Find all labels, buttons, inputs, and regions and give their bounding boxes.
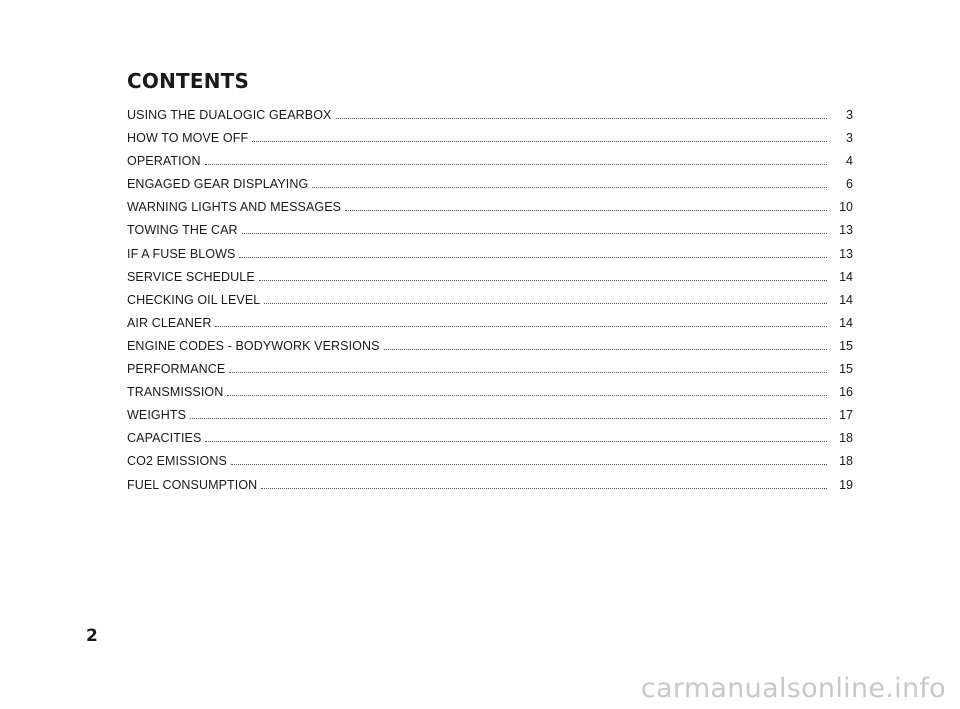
dot-leader xyxy=(261,488,827,489)
toc-entry-title: OPERATION xyxy=(127,154,201,169)
toc-entry-title: ENGAGED GEAR DISPLAYING xyxy=(127,177,309,192)
toc-entry-fuel-consumption[interactable] xyxy=(127,474,853,497)
toc-entry-performance[interactable] xyxy=(127,358,853,381)
toc-entry-service-schedule[interactable] xyxy=(127,266,853,289)
toc-entry-checking-oil-level[interactable] xyxy=(127,289,853,312)
dot-leader xyxy=(252,141,827,142)
dot-leader xyxy=(215,326,827,327)
toc-entry-title: PERFORMANCE xyxy=(127,362,226,377)
dot-leader xyxy=(336,118,828,119)
dot-leader xyxy=(312,187,827,188)
dot-leader xyxy=(205,441,827,442)
contents-heading: CONTENTS xyxy=(127,69,250,93)
toc-entry-page: 4 xyxy=(846,154,853,169)
table-of-contents xyxy=(127,104,853,497)
toc-entry-capacities[interactable] xyxy=(127,427,853,450)
toc-entry-weights[interactable] xyxy=(127,404,853,427)
dot-leader xyxy=(242,233,827,234)
toc-entry-using-dualogic-gearbox[interactable] xyxy=(127,104,853,127)
toc-entry-page: 16 xyxy=(839,385,853,400)
dot-leader xyxy=(345,210,827,211)
toc-entry-title: USING THE DUALOGIC GEARBOX xyxy=(127,108,332,122)
dot-leader xyxy=(384,349,827,350)
toc-entry-operation[interactable] xyxy=(127,150,853,173)
toc-entry-title: WEIGHTS xyxy=(127,408,187,423)
page-number: 2 xyxy=(86,626,98,646)
dot-leader xyxy=(231,464,827,465)
toc-entry-co2-emissions[interactable] xyxy=(127,450,853,473)
toc-entry-page: 3 xyxy=(846,131,853,146)
toc-entry-title: IF A FUSE BLOWS xyxy=(127,246,236,261)
dot-leader xyxy=(259,280,827,281)
toc-entry-page: 19 xyxy=(839,477,853,492)
toc-entry-page: 18 xyxy=(839,431,853,446)
toc-entry-title: SERVICE SCHEDULE xyxy=(127,269,255,284)
toc-entry-page: 3 xyxy=(846,108,853,122)
toc-entry-title: CHECKING OIL LEVEL xyxy=(127,292,261,307)
toc-entry-engaged-gear-displaying[interactable] xyxy=(127,173,853,196)
toc-entry-page: 13 xyxy=(839,246,853,261)
toc-entry-warning-lights-and-messages[interactable] xyxy=(127,196,853,219)
watermark-text: carmanualsonline.info xyxy=(640,673,946,704)
toc-entry-page: 15 xyxy=(839,338,853,353)
toc-entry-page: 14 xyxy=(839,292,853,307)
toc-entry-page: 10 xyxy=(839,200,853,215)
toc-entry-page: 18 xyxy=(839,454,853,469)
dot-leader xyxy=(239,257,827,258)
toc-entry-page: 14 xyxy=(839,269,853,284)
toc-entry-page: 13 xyxy=(839,223,853,238)
dot-leader xyxy=(190,418,827,419)
toc-entry-title: WARNING LIGHTS AND MESSAGES xyxy=(127,200,342,215)
toc-entry-how-to-move-off[interactable] xyxy=(127,127,853,150)
toc-entry-title: FUEL CONSUMPTION xyxy=(127,477,258,492)
dot-leader xyxy=(205,164,827,165)
toc-entry-page: 15 xyxy=(839,362,853,377)
toc-entry-air-cleaner[interactable] xyxy=(127,312,853,335)
toc-entry-engine-codes-bodywork-versions[interactable] xyxy=(127,335,853,358)
toc-entry-transmission[interactable] xyxy=(127,381,853,404)
toc-entry-page: 14 xyxy=(839,315,853,330)
toc-entry-title: TRANSMISSION xyxy=(127,385,224,400)
dot-leader xyxy=(227,395,827,396)
dot-leader xyxy=(229,372,827,373)
toc-entry-if-a-fuse-blows[interactable] xyxy=(127,243,853,266)
toc-entry-title: HOW TO MOVE OFF xyxy=(127,131,249,146)
dot-leader xyxy=(264,303,827,304)
toc-entry-title: CAPACITIES xyxy=(127,431,202,446)
toc-entry-page: 17 xyxy=(839,408,853,423)
toc-entry-title: AIR CLEANER xyxy=(127,315,212,330)
toc-entry-title: TOWING THE CAR xyxy=(127,223,238,238)
toc-entry-title: CO2 EMISSIONS xyxy=(127,454,227,469)
toc-entry-title: ENGINE CODES - BODYWORK VERSIONS xyxy=(127,338,380,353)
toc-entry-towing-the-car[interactable] xyxy=(127,219,853,242)
toc-entry-page: 6 xyxy=(846,177,853,192)
